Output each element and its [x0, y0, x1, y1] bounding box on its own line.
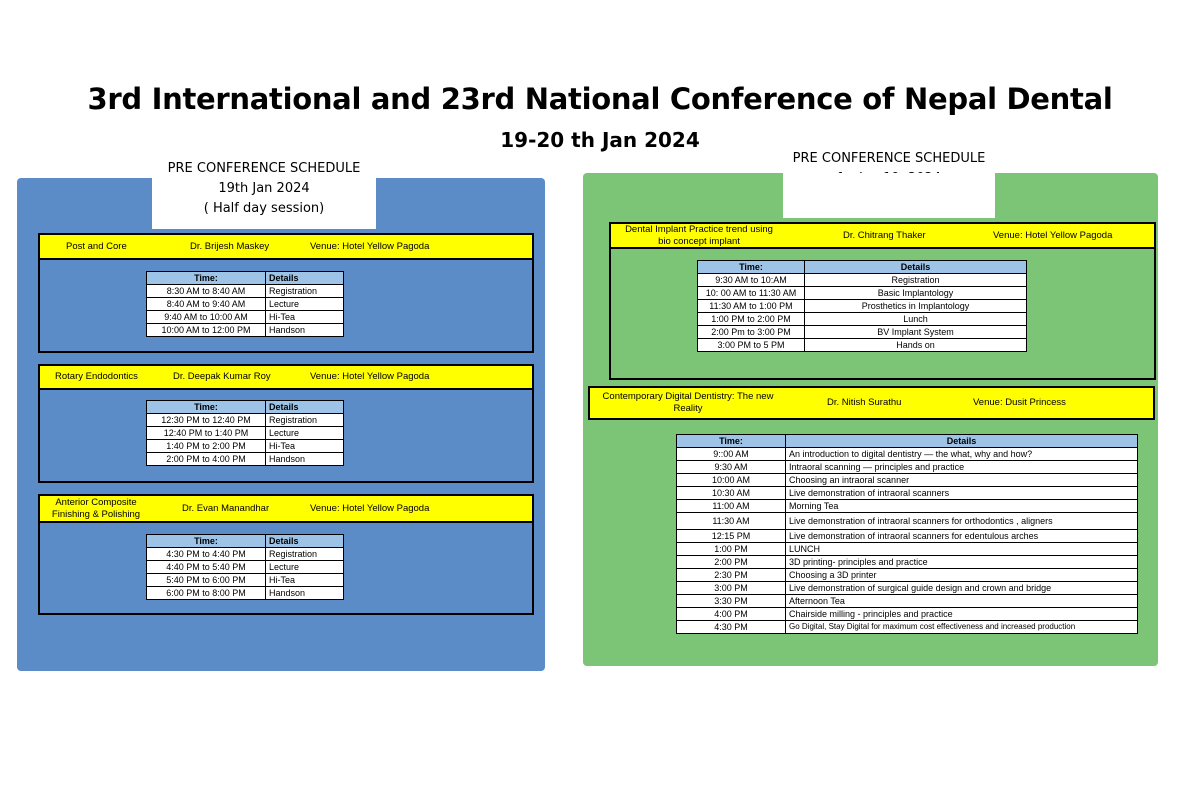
details-cell: LUNCH	[786, 543, 1138, 556]
table-row	[147, 427, 344, 440]
time-cell: 10:00 AM to 12:00 PM	[147, 324, 266, 337]
session-speaker: Dr. Deepak Kumar Roy	[173, 371, 271, 382]
details-cell: Lecture	[266, 427, 344, 440]
session-speaker: Dr. Chitrang Thaker	[843, 229, 926, 241]
half-day-schedule-heading	[152, 157, 376, 229]
table-row	[698, 300, 1027, 313]
time-cell: 3:00 PM	[677, 582, 786, 595]
session-topic: Dental Implant Practice trend using bio concept implant	[625, 223, 773, 247]
table-row	[147, 548, 344, 561]
time-cell: 12:30 PM to 12:40 PM	[147, 414, 266, 427]
details-cell: Live demonstration of intraoral scanners	[786, 487, 1138, 500]
details-cell: An introduction to digital dentistry — the what, why and how?	[786, 448, 1138, 461]
time-cell: 2:30 PM	[677, 569, 786, 582]
time-cell: 6:00 PM to 8:00 PM	[147, 587, 266, 600]
table-header-row	[147, 535, 344, 548]
details-cell: Registration	[266, 548, 344, 561]
table-row	[147, 561, 344, 574]
table-row	[147, 285, 344, 298]
session-rotary-endodontics	[38, 364, 534, 483]
details-cell: Registration	[805, 274, 1027, 287]
table-row	[147, 587, 344, 600]
details-cell: Basic Implantology	[805, 287, 1027, 300]
heading-line-2: 19th Jan 2024	[218, 181, 310, 196]
table-row	[147, 453, 344, 466]
session-topic: Anterior Composite Finishing & Polishing	[51, 496, 141, 520]
time-cell: 1:00 PM	[677, 543, 786, 556]
table-row	[677, 569, 1138, 582]
details-cell: Lecture	[266, 298, 344, 311]
time-cell: 3:30 PM	[677, 595, 786, 608]
conference-dates: 19-20 th Jan 2024	[500, 128, 700, 152]
table-row	[147, 324, 344, 337]
table-row	[677, 595, 1138, 608]
session-venue: Venue: Hotel Yellow Pagoda	[310, 502, 430, 514]
details-column-header: Details	[266, 401, 344, 414]
details-cell: BV Implant System	[805, 326, 1027, 339]
time-cell: 8:40 AM to 9:40 AM	[147, 298, 266, 311]
details-cell: Registration	[266, 414, 344, 427]
details-cell: Intraoral scanning — principles and practice	[786, 461, 1138, 474]
details-cell: Live demonstration of intraoral scanners for orthodontics , aligners	[786, 513, 1138, 530]
table-row	[677, 556, 1138, 569]
session-title-bar	[38, 233, 534, 260]
heading-line-1: PRE CONFERENCE SCHEDULE	[783, 149, 995, 169]
time-cell: 1:40 PM to 2:00 PM	[147, 440, 266, 453]
table-row	[698, 287, 1027, 300]
table-row	[147, 298, 344, 311]
table-header-row	[677, 435, 1138, 448]
details-cell: Lunch	[805, 313, 1027, 326]
session-venue: Venue: Hotel Yellow Pagoda	[310, 240, 430, 252]
session-digital-dentistry	[588, 386, 1155, 655]
session-title-bar	[588, 386, 1155, 420]
session-body	[588, 420, 1155, 655]
session-body	[38, 523, 534, 615]
table-row	[677, 487, 1138, 500]
session-topic: Post and Core	[66, 240, 127, 252]
details-cell: 3D printing- principles and practice	[786, 556, 1138, 569]
details-cell: Hands on	[805, 339, 1027, 352]
session-body	[609, 249, 1156, 380]
details-column-header: Details	[805, 261, 1027, 274]
details-column-header: Details	[266, 535, 344, 548]
session-dental-implant	[609, 222, 1156, 380]
session-body	[38, 390, 534, 483]
table-header-row	[698, 261, 1027, 274]
table-row	[698, 274, 1027, 287]
session-speaker: Dr. Nitish Surathu	[827, 397, 902, 408]
details-cell: Prosthetics in Implantology	[805, 300, 1027, 313]
time-column-header: Time:	[698, 261, 805, 274]
details-cell: Handson	[266, 324, 344, 337]
time-cell: 5:40 PM to 6:00 PM	[147, 574, 266, 587]
time-cell: 11:00 AM	[677, 500, 786, 513]
time-column-header: Time:	[677, 435, 786, 448]
table-row	[677, 500, 1138, 513]
schedule-table	[697, 260, 1027, 352]
heading-line-3: ( Half day session)	[203, 201, 325, 216]
table-row	[147, 311, 344, 324]
details-cell: Hi-Tea	[266, 311, 344, 324]
schedule-table	[146, 534, 344, 600]
time-cell: 4:30 PM to 4:40 PM	[147, 548, 266, 561]
details-cell: Live demonstration of surgical guide design and crown and bridge	[786, 582, 1138, 595]
details-cell: Hi-Tea	[266, 440, 344, 453]
time-cell: 12:15 PM	[677, 530, 786, 543]
time-cell: 2:00 PM to 4:00 PM	[147, 453, 266, 466]
table-row	[147, 414, 344, 427]
time-cell: 9:40 AM to 10:00 AM	[147, 311, 266, 324]
session-venue: Venue: Dusit Princess	[973, 397, 1066, 408]
session-speaker: Dr. Brijesh Maskey	[190, 240, 270, 252]
time-cell: 2:00 Pm to 3:00 PM	[698, 326, 805, 339]
time-cell: 4:40 PM to 5:40 PM	[147, 561, 266, 574]
time-cell: 9:30 AM to 10:AM	[698, 274, 805, 287]
session-title-bar	[38, 364, 534, 390]
heading-line-1: PRE CONFERENCE SCHEDULE	[167, 161, 361, 176]
time-column-header: Time:	[147, 535, 266, 548]
session-body	[38, 260, 534, 353]
schedule-table	[146, 271, 344, 337]
details-column-header: Details	[786, 435, 1138, 448]
details-cell: Choosing a 3D printer	[786, 569, 1138, 582]
table-row	[677, 448, 1138, 461]
session-venue: Venue: Hotel Yellow Pagoda	[310, 371, 430, 382]
table-row	[698, 326, 1027, 339]
time-cell: 11:30 AM to 1:00 PM	[698, 300, 805, 313]
time-cell: 9::00 AM	[677, 448, 786, 461]
time-cell: 11:30 AM	[677, 513, 786, 530]
session-topic: Contemporary Digital Dentistry: The new Reality	[602, 391, 774, 414]
time-cell: 9:30 AM	[677, 461, 786, 474]
time-column-header: Time:	[147, 272, 266, 285]
table-row	[677, 474, 1138, 487]
time-cell: 1:00 PM to 2:00 PM	[698, 313, 805, 326]
time-cell: 8:30 AM to 8:40 AM	[147, 285, 266, 298]
table-row	[147, 574, 344, 587]
table-row	[677, 608, 1138, 621]
time-cell: 4:00 PM	[677, 608, 786, 621]
schedule-table	[676, 434, 1138, 634]
time-cell: 4:30 PM	[677, 621, 786, 634]
details-cell: Lecture	[266, 561, 344, 574]
session-anterior-composite	[38, 494, 534, 615]
details-cell: Registration	[266, 285, 344, 298]
table-row	[698, 339, 1027, 352]
time-cell: 10: 00 AM to 11:30 AM	[698, 287, 805, 300]
details-cell: Afternoon Tea	[786, 595, 1138, 608]
time-cell: 10:30 AM	[677, 487, 786, 500]
session-title-bar	[609, 222, 1156, 249]
table-row	[698, 313, 1027, 326]
details-cell: Handson	[266, 453, 344, 466]
details-cell: Go Digital, Stay Digital for maximum cost effectiveness and increased production	[786, 621, 1138, 634]
table-row	[147, 440, 344, 453]
table-row	[677, 582, 1138, 595]
table-header-row	[147, 401, 344, 414]
table-row	[677, 530, 1138, 543]
details-cell: Live demonstration of intraoral scanners for edentulous arches	[786, 530, 1138, 543]
time-cell: 3:00 PM to 5 PM	[698, 339, 805, 352]
time-cell: 12:40 PM to 1:40 PM	[147, 427, 266, 440]
session-post-and-core	[38, 233, 534, 353]
time-column-header: Time:	[147, 401, 266, 414]
time-cell: 10:00 AM	[677, 474, 786, 487]
session-title-bar	[38, 494, 534, 523]
details-cell: Handson	[266, 587, 344, 600]
details-cell: Hi-Tea	[266, 574, 344, 587]
details-cell: Chairside milling - principles and practice	[786, 608, 1138, 621]
full-day-heading-backdrop	[783, 173, 995, 218]
conference-title: 3rd International and 23rd National Conference of Nepal Dental	[87, 82, 1113, 116]
session-venue: Venue: Hotel Yellow Pagoda	[993, 229, 1113, 241]
session-speaker: Dr. Evan Manandhar	[182, 502, 270, 514]
table-header-row	[147, 272, 344, 285]
table-row	[677, 513, 1138, 530]
table-row	[677, 621, 1138, 634]
schedule-table	[146, 400, 344, 466]
table-row	[677, 543, 1138, 556]
table-row	[677, 461, 1138, 474]
details-cell: Morning Tea	[786, 500, 1138, 513]
session-topic: Rotary Endodontics	[55, 371, 138, 382]
details-column-header: Details	[266, 272, 344, 285]
details-cell: Choosing an intraoral scanner	[786, 474, 1138, 487]
time-cell: 2:00 PM	[677, 556, 786, 569]
